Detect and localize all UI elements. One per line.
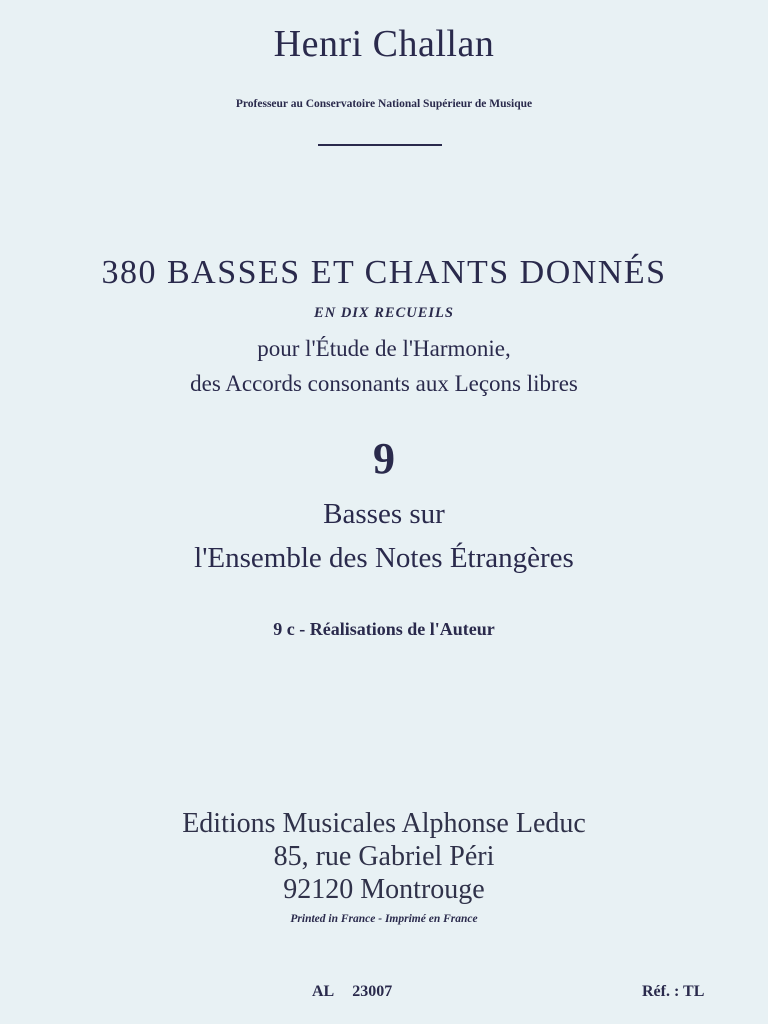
publisher-city: 92120 Montrouge bbox=[283, 874, 485, 905]
volume-title-line-1: Basses sur bbox=[323, 498, 445, 530]
volume-number: 9 bbox=[373, 434, 395, 483]
catalog-prefix: AL bbox=[312, 983, 335, 1000]
title-line-2: des Accords consonants aux Leçons libres bbox=[190, 371, 578, 396]
printed-notice: Printed in France - Imprimé en France bbox=[290, 913, 478, 925]
author-affiliation: Professeur au Conservatoire National Supérieur de Musique bbox=[235, 98, 533, 110]
author-name: Henri Challan bbox=[273, 23, 495, 65]
title-subtitle: EN DIX RECUEILS bbox=[314, 305, 454, 321]
catalog-number: 23007 bbox=[352, 983, 393, 1000]
title-line-1: pour l'Étude de l'Harmonie, bbox=[257, 336, 511, 361]
volume-part: 9 c - Réalisations de l'Auteur bbox=[273, 619, 495, 639]
volume-title-line-2: l'Ensemble des Notes Étrangères bbox=[194, 542, 574, 574]
catalog-code bbox=[312, 983, 392, 1001]
publisher-street: 85, rue Gabriel Péri bbox=[273, 841, 495, 872]
publisher-name: Editions Musicales Alphonse Leduc bbox=[182, 808, 586, 839]
reference-code: Réf. : TL bbox=[642, 983, 705, 1000]
main-title: 380 BASSES ET CHANTS DONNÉS bbox=[101, 254, 667, 291]
divider-rule bbox=[318, 144, 442, 146]
